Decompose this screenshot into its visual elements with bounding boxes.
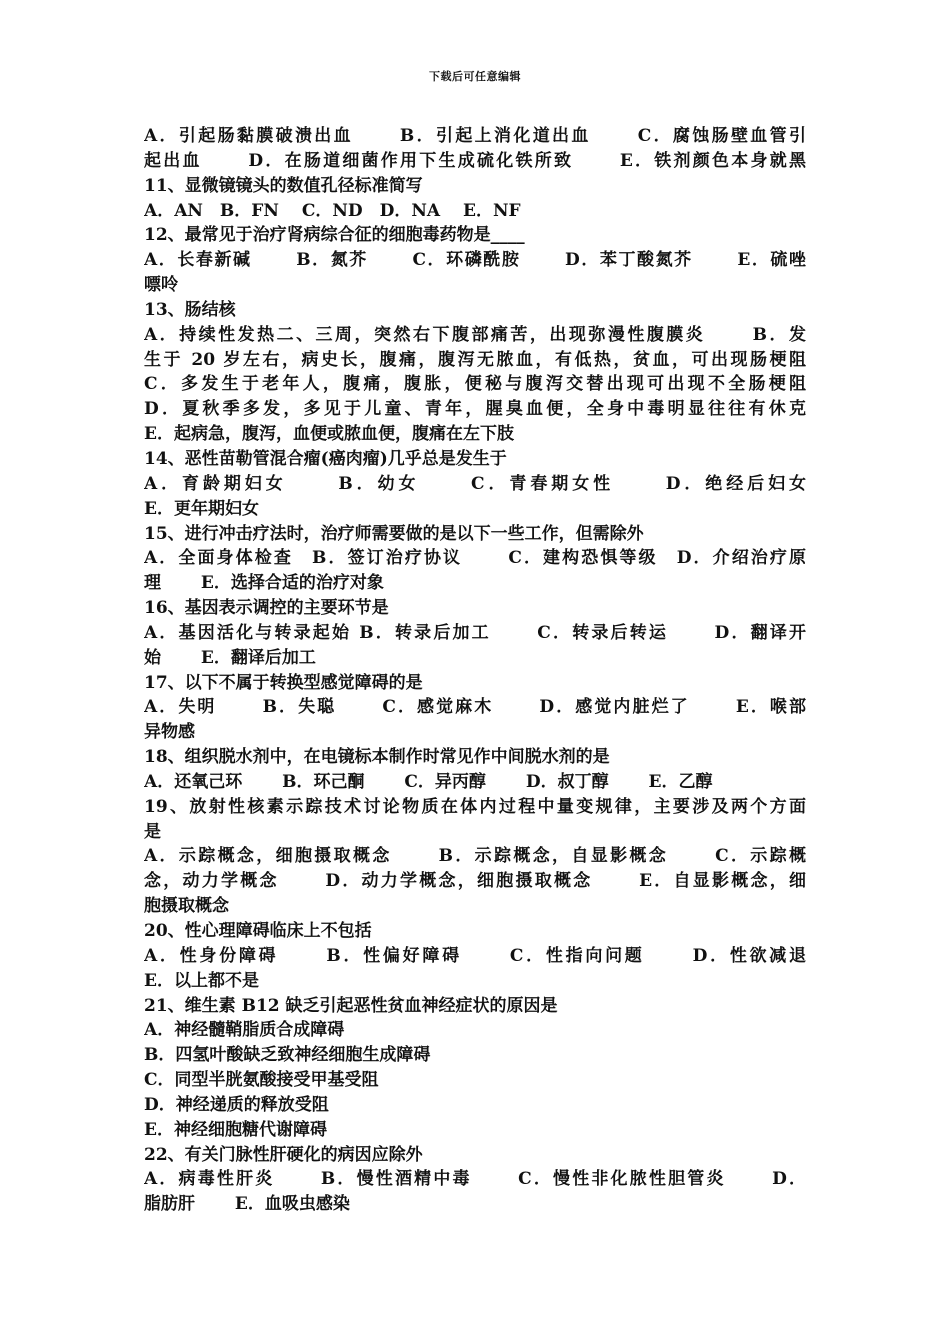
text-line: 11、显微镜镜头的数值孔径标准简写: [144, 175, 423, 196]
text-line: 理 E．选择合适的治疗对象: [144, 573, 384, 594]
text-line: A．基因活化与转录起始 B．转录后加工 C．转录后转运 D．翻译开: [144, 622, 806, 643]
text-line: E．以上都不是: [144, 970, 259, 991]
text-line: C．多发生于老年人，腹痛，腹胀，便秘与腹泻交替出现可出现不全肠梗阻: [144, 374, 806, 395]
text-line: A．全面身体检查 B．签订治疗协议 C．建构恐惧等级 D．介绍治疗原: [144, 548, 806, 569]
text-line: 起出血 D．在肠道细菌作用下生成硫化铁所致 E．铁剂颜色本身就黑: [144, 150, 806, 171]
text-line: C．同型半胱氨酸接受甲基受阻: [144, 1070, 379, 1091]
text-line: A．还氧己环 B．环己酮 C．异丙醇 D．叔丁醇 E．乙醇: [144, 771, 713, 792]
text-line: 是: [144, 821, 161, 842]
text-line: 20、性心理障碍临床上不包括: [144, 921, 372, 941]
text-line: A．失明 B．失聪 C．感觉麻木 D．感觉内脏烂了 E．喉部: [144, 697, 806, 718]
text-line: D．神经递质的释放受阻: [144, 1094, 329, 1115]
text-line: A．示踪概念，细胞摄取概念 B．示踪概念，自显影概念 C．示踪概: [144, 846, 806, 867]
text-line: 嘌呤: [144, 275, 178, 296]
text-line: A．性身份障碍 B．性偏好障碍 C．性指向问题 D．性欲减退: [144, 945, 806, 966]
text-line: 念，动力学概念 D．动力学概念，细胞摄取概念 E．自显影概念，细: [144, 871, 806, 892]
text-line: 始 E．翻译后加工: [144, 647, 316, 668]
text-line: 13、肠结核: [144, 299, 236, 320]
text-line: A．神经髓鞘脂质合成障碍: [144, 1020, 345, 1041]
document-body: [144, 124, 806, 1217]
text-line: 16、基因表示调控的主要环节是: [144, 598, 389, 619]
text-line: D．夏秋季多发，多见于儿童、青年，腥臭血便，全身中毒明显往往有休克: [144, 399, 806, 420]
text-line: 14、恶性苗勒管混合瘤(癌肉瘤)几乎总是发生于: [144, 448, 507, 469]
text-line: A．育龄期妇女 B．幼女 C．青春期女性 D．绝经后妇女: [144, 473, 806, 494]
text-line: 15、进行冲击疗法时，治疗师需要做的是以下一些工作，但需除外: [144, 523, 644, 544]
text-line: 21、维生素 B12 缺乏引起恶性贫血神经症状的原因是: [144, 995, 558, 1016]
text-line: 17、以下不属于转换型感觉障碍的是: [144, 672, 423, 693]
text-line: 19、放射性核素示踪技术讨论物质在体内过程中量变规律，主要涉及两个方面: [144, 796, 806, 817]
text-line: 18、组织脱水剂中，在电镜标本制作时常见作中间脱水剂的是: [144, 747, 610, 768]
text-line: 生于 20 岁左右，病史长，腹痛，腹泻无脓血，有低热，贫血，可出现肠梗阻: [144, 349, 806, 370]
text-line: A．病毒性肝炎 B．慢性酒精中毒 C．慢性非化脓性胆管炎 D．: [144, 1169, 806, 1190]
page-header: 下载后可任意编辑: [429, 70, 521, 83]
text-line: A．AN B．FN C．ND D．NA E．NF: [144, 200, 521, 221]
text-line: A．持续性发热二、三周，突然右下腹部痛苦，出现弥漫性腹膜炎 B．发: [144, 324, 806, 345]
text-line: A．长春新碱 B．氮芥 C．环磷酰胺 D．苯丁酸氮芥 E．硫唑: [144, 250, 806, 271]
text-line: 胞摄取概念: [144, 896, 229, 917]
text-line: 12、最常见于治疗肾病综合征的细胞毒药物是____: [144, 225, 525, 246]
text-line: A．引起肠黏膜破溃出血 B．引起上消化道出血 C．腐蚀肠壁血管引: [144, 126, 806, 146]
text-line: 22、有关门脉性肝硬化的病因应除外: [144, 1144, 423, 1165]
text-line: 异物感: [144, 722, 195, 743]
text-line: E．起病急，腹泻，血便或脓血便，腹痛在左下肢: [144, 424, 514, 445]
text-line: 脂肪肝 E．血吸虫感染: [144, 1194, 350, 1215]
text-line: B．四氢叶酸缺乏致神经细胞生成障碍: [144, 1045, 431, 1066]
text-line: E．更年期妇女: [144, 498, 259, 519]
text-line: E．神经细胞糖代谢障碍: [144, 1119, 327, 1140]
